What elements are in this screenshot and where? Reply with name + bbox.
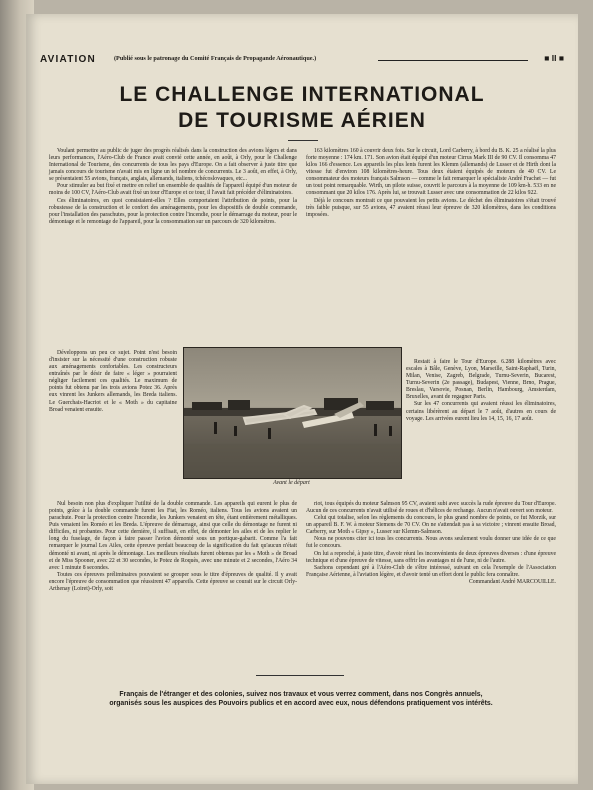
paragraph: On lui a reproché, à juste titre, d'avoir réuni les inconvénients de deux épreuves diverses : d'une épreuve technique et d'une épreuve de vitesse, sans offrir les avantages ni de l'une, ni de l'autre. (306, 550, 556, 564)
article-title-line-1: LE CHALLENGE INTERNATIONAL (119, 83, 485, 106)
header-rule (378, 60, 528, 61)
paragraph: Sachons cependant gré à l'Aéro-Club de s'être intéressé, suivant en cela l'exemple de l'Association Française Aérienne, à l'aviation légère, et d'avoir tenté un effort dont le public fera connaître. (306, 564, 556, 578)
footer-line-2: organisés sous les auspices des Pouvoirs publics et en accord avec eux, nous défendons pratiquement vos intérêts. (109, 700, 493, 708)
column-right-bottom (306, 501, 556, 586)
footer-line-1: Français de l'étranger et des colonies, suivez nos travaux et vous verrez comment, dans nos Congrès annuels, (119, 691, 483, 698)
airfield-photo-icon (184, 348, 401, 478)
paragraph: Pour stimuler au but fixé et mettre en relief un ensemble de qualités de l'appareil équipé d'un moteur de moins de 100 CV, l'Aéro-Club avait fixé un tour d'Europe et ce tour, il l'avait fait précéder d'éliminatoires. (49, 183, 297, 197)
paragraph: Voulant permettre au public de juger des progrès réalisés dans la construction des avions légers et dans leurs performances, l'Aéro-Club de France avait convié cette année, en août, à Orly, pour le Challenge International de Tourisme, des concurrents de tous les pays d'Europe. On a fait observer à juste titre que jamais concours de tourisme n'avait mis en ligne un tel nombre de concurrents. Le 3 août, en effet, à Orly, se présentaient 55 avions, français, anglais, allemands, italiens, tchécoslovaques, etc... (49, 148, 297, 183)
paragraph: Déjà le concours montrait ce que pouvaient les petits avions. Le déchet des éliminatoires s'était trouvé très faible puisque, sur 55 avions, 47 avaient réussi leur épreuve de 320 kilomètres, dans les conditions imposées. (306, 197, 556, 218)
column-right-beside-photo (406, 359, 556, 423)
magazine-page (26, 14, 578, 784)
paragraph: Toutes ces épreuves préliminaires pouvaient se grouper sous le titre d'épreuves de qualité. Il y avait encore l'épreuve de consommation que réussirent 47 appareils. Cette épreuve se courait sur le circuit Orly-Arthenay (Loiret)-Orly, soit (49, 571, 297, 592)
header-subtitle: (Publié sous le patronage du Comité Français de Propagande Aéronautique.) (114, 55, 317, 62)
paragraph: Développons un peu ce sujet. Point n'est besoin d'insister sur la nécessité d'une construction robuste aux aménagements confortables. Les constructeurs entraînés par le désir de faire « léger » pourraient négliger facilement ces qualités. Le maximum de points fut obtenu par les trois avions Potez 36. Après eux vinrent les Junkers allemands, les Breda italiens. Le Guerchais-Hacriot et le « Moth » du capitaine Broad venaient ensuite. (49, 350, 177, 413)
column-left-beside-photo (49, 350, 177, 414)
paragraph: Sur les 47 concurrents qui avaient réussi les éliminatoires, certains libérèrent au départ le 7 août, d'autres en cours de voyage. Les arrivées eurent lieu les 14, 15, 16, 17 août. (406, 401, 556, 422)
paragraph: riot, tous équipés du moteur Salmson 95 CV, avaient subi avec succès la rude épreuve du Tour d'Europe. Aucun de ces concurrents n'avait utilisé de roues et d'hélices de rechange. Aucun n'avait ouvert son moteur. (306, 501, 556, 515)
magazine-brand: AVIATION (40, 54, 96, 65)
page-footer (56, 690, 546, 709)
paragraph: Celui qui totalise, selon les règlements du concours, le plus grand nombre de points, ce fut Morzik, sur un appareil B. F. W. à moteur Siemens de 70 CV. On ne s'attendait pas à sa victoire ; vinrent ensuite Broad, Carberry, sur Moth « Gipsy », Lusser sur Klemm-Salmson. (306, 515, 556, 536)
paragraph: Ces éliminatoires, en quoi consistaient-elles ? Elles comportaient l'attribution de points, pour la robustesse de la construction et le confort des aménagements, pour les dispositifs de double commande, pour l'installation des parachutes, pour la protection contre l'incendie, pour le démarrage du moteur, pour le démontage et le remontage de l'appareil, pour la consommation sur un parcours de 320 kilomètres. (49, 197, 297, 225)
paragraph: Restait à faire le Tour d'Europe. 6.288 kilomètres avec escales à Bâle, Genève, Lyon, Marseille, Saint-Raphaël, Turin, Milan, Venise, Zagreb, Belgrade, Turnu-Severin, Bucarest, Turnu-Severin (2e passage), Budapest, Vienne, Brno, Prague, Breslau, Varsovie, Posnan, Berlin, Hambourg, Amsterdam, Bruxelles, avant de regagner Paris. (406, 359, 556, 401)
article-photo (183, 347, 402, 479)
paragraph: Nul besoin non plus d'expliquer l'utilité de la double commande. Les appareils qui eurent le plus de points, grâce à la double commande furent les Fiat, les Roméo, italiens. Tous les avions avaient un parachute. Pour la protection contre l'incendie, les Junkers venaient en tête, étant entièrement métalliques. Puis venaient les Roméo et les Breda. L'épreuve de démarrage, ainsi que celle du démontage ne furent ni difficiles, ni probantes. Pour cette dernière, il suffisait, en effet, de démonter les ailes et de les replier le long du fuselage, de façon à faire passer l'avion démonté sous un portique-gabarit. Comme l'a fait remarquer le journal Les Ailes, cette épreuve perdait beaucoup de la signification du fait qu'aucun n'était démonté ni avant, ni après le démontage. Les meilleurs résultats furent obtenus par les « Moth » de Broad et de Miss Spooner, avec 22 et 30 secondes, le Potez de Roquès, avec une minute et 2 secondes, l'Aéro 34 avec 1 minute 8 secondes. (49, 501, 297, 571)
column-left-bottom (49, 501, 297, 593)
article-signature: Commandant André MARCOUILLE. (468, 578, 556, 585)
column-right-top (306, 148, 556, 219)
paragraph: Nous ne pouvons citer ici tous les concurrents. Nous avons seulement voulu donner une idée de ce que fut le concours. (306, 536, 556, 550)
page-header (40, 52, 566, 72)
photo-caption: Avant le départ (273, 480, 310, 486)
paragraph: 163 kilomètres 160 à couvrir deux fois. Sur le circuit, Lord Carberry, à bord du B. K. 25 a réalisé la plus forte moyenne : 174 km. 171. Son avion était équipé d'un moteur Cirrus Mark III de 90 CV. Il consomma 47 kilos 166 d'essence. Les appareils les plus lents furent les Klemm (allemands) de Lusser et de Hirth dont la vitesse fut d'environ 108 kilomètres-heure. Tous deux étaient équipés de moteurs de 40 CV. Le consommateur des moteurs français Salmson — comme le fait remarquer le spécialiste André Frachet — fut un tout point remarquable. Wirth, un pilote suisse, couvrit le parcours à la moyenne de 109 km-h. 533 en ne consommant que 20 kilos 176. Après lui, se trouvait Lusser avec une consommation de 22 kilos 922. (306, 148, 556, 197)
page-number: ■ II ■ (544, 53, 564, 63)
title-rule (288, 140, 318, 141)
footer-rule (256, 675, 344, 676)
article-title-line-2: DE TOURISME AÉRIEN (178, 109, 426, 132)
column-left-top (49, 148, 297, 226)
